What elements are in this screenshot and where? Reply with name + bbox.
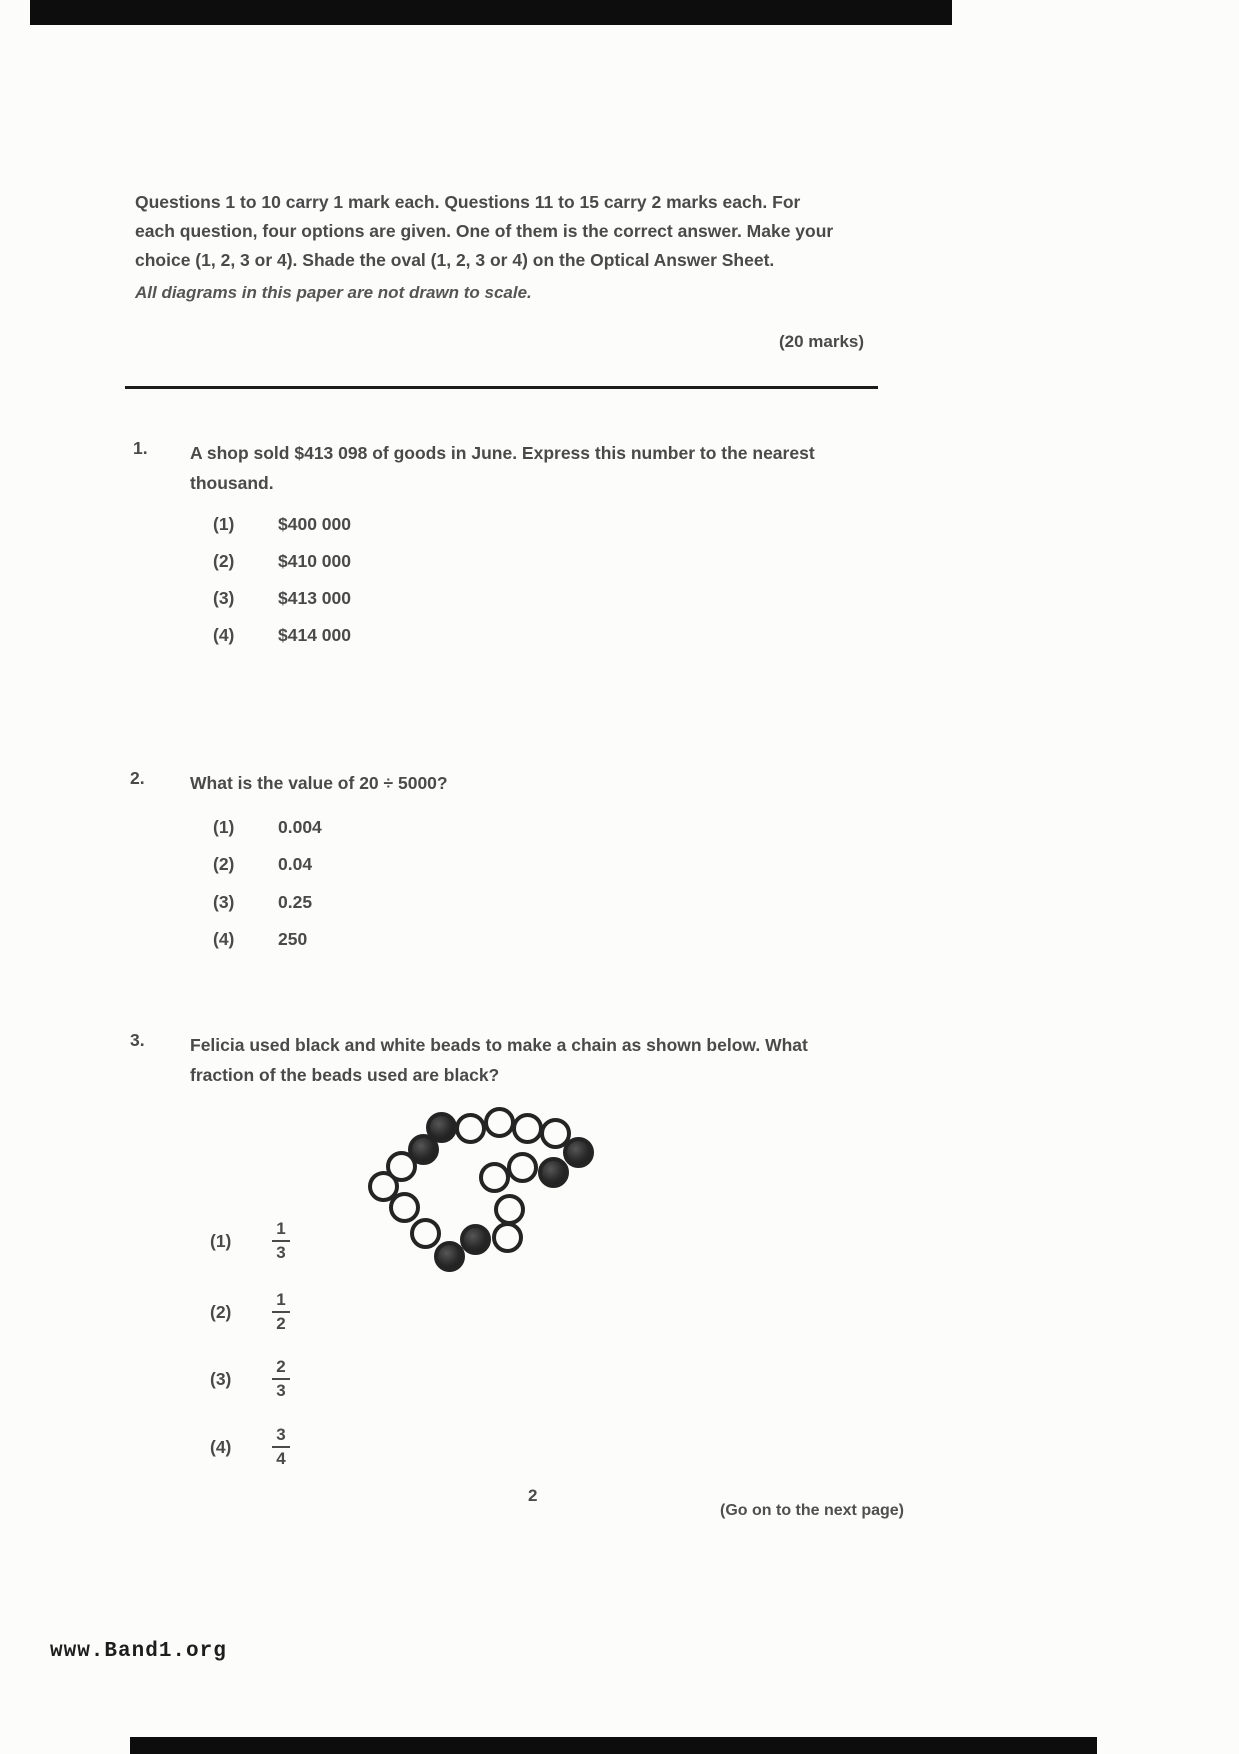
black-bead: [434, 1241, 465, 1272]
question-1-option-2: [213, 551, 351, 572]
option-value: 0.04: [278, 854, 313, 874]
fraction-value: [272, 1425, 290, 1469]
question-2-option-3: [213, 892, 312, 913]
fraction-denominator: 3: [276, 1381, 286, 1400]
question-3-text-line-1: Felicia used black and white beads to make a chain as shown below. What: [190, 1035, 808, 1055]
option-label: (1): [213, 817, 235, 837]
page-number: 2: [528, 1486, 538, 1505]
black-bead: [538, 1157, 569, 1188]
bead-chain-figure: [345, 1090, 605, 1295]
fraction-numerator: 1: [276, 1219, 286, 1238]
option-label: (3): [213, 892, 235, 912]
white-bead: [410, 1218, 441, 1249]
fraction-denominator: 2: [276, 1314, 286, 1333]
option-label: (2): [213, 854, 235, 874]
question-3-option-1: [210, 1213, 290, 1269]
white-bead: [455, 1113, 486, 1144]
not-drawn-to-scale-note: All diagrams in this paper are not drawn to scale.: [135, 283, 532, 302]
option-value: $414 000: [278, 625, 351, 645]
white-bead: [494, 1194, 525, 1225]
white-bead: [484, 1107, 515, 1138]
option-label: (3): [210, 1368, 232, 1389]
fraction-bar: [272, 1240, 290, 1242]
instructions-line-2: each question, four options are given. One of them is the correct answer. Make your: [135, 221, 834, 241]
white-bead: [512, 1113, 543, 1144]
question-3-option-4: [210, 1419, 290, 1475]
option-label: (4): [213, 929, 235, 949]
fraction-numerator: 1: [276, 1290, 286, 1309]
black-bead: [563, 1137, 594, 1168]
option-value: 250: [278, 929, 308, 949]
option-value: $400 000: [278, 514, 351, 534]
instructions-line-1: Questions 1 to 10 carry 1 mark each. Questions 11 to 15 carry 2 marks each. For: [135, 192, 801, 212]
question-2-number: 2.: [130, 768, 145, 788]
divider-line: [125, 386, 878, 389]
fraction-value: [272, 1357, 290, 1401]
fraction-bar: [272, 1311, 290, 1313]
instructions-line-3: choice (1, 2, 3 or 4). Shade the oval (1, 2, 3 or 4) on the Optical Answer Sheet.: [135, 250, 775, 270]
fraction-numerator: 2: [276, 1357, 286, 1376]
go-on-next-page-note: (Go on to the next page): [720, 1502, 904, 1519]
fraction-value: [272, 1290, 290, 1334]
option-label: (4): [210, 1436, 232, 1457]
white-bead: [507, 1152, 538, 1183]
option-value: 0.004: [278, 817, 322, 837]
question-2-text-line-1: What is the value of 20 ÷ 5000?: [190, 773, 448, 793]
watermark-url: www.Band1.org: [50, 1640, 227, 1663]
question-1-option-1: [213, 514, 351, 535]
question-1-option-4: [213, 625, 351, 646]
section-marks: (20 marks): [779, 332, 865, 351]
white-bead: [492, 1222, 523, 1253]
option-label: (4): [213, 625, 235, 645]
option-label: (3): [213, 588, 235, 608]
option-label: (1): [210, 1230, 232, 1251]
option-value: $410 000: [278, 551, 351, 571]
question-1-option-3: [213, 588, 351, 609]
option-label: (2): [213, 551, 235, 571]
question-1-number: 1.: [133, 438, 148, 458]
option-value: 0.25: [278, 892, 313, 912]
fraction-bar: [272, 1446, 290, 1448]
question-3-number: 3.: [130, 1030, 145, 1050]
question-3-option-3: [210, 1351, 290, 1407]
question-3-text-line-2: fraction of the beads used are black?: [190, 1065, 500, 1085]
fraction-value: [272, 1219, 290, 1263]
question-2-option-4: [213, 929, 307, 950]
fraction-denominator: 3: [276, 1243, 286, 1262]
fraction-denominator: 4: [276, 1449, 286, 1468]
option-value: $413 000: [278, 588, 351, 608]
question-1-text-line-1: A shop sold $413 098 of goods in June. Express this number to the nearest: [190, 443, 815, 463]
black-bead: [460, 1224, 491, 1255]
option-label: (1): [213, 514, 235, 534]
question-3-option-2: [210, 1284, 290, 1340]
scan-artifact-top-bar: [30, 0, 952, 25]
question-2-option-1: [213, 817, 322, 838]
fraction-numerator: 3: [276, 1425, 286, 1444]
scan-artifact-bottom-bar: [130, 1737, 1097, 1754]
black-bead: [408, 1134, 439, 1165]
option-label: (2): [210, 1301, 232, 1322]
white-bead: [479, 1162, 510, 1193]
fraction-bar: [272, 1378, 290, 1380]
question-2-option-2: [213, 854, 312, 875]
question-1-text-line-2: thousand.: [190, 473, 274, 493]
